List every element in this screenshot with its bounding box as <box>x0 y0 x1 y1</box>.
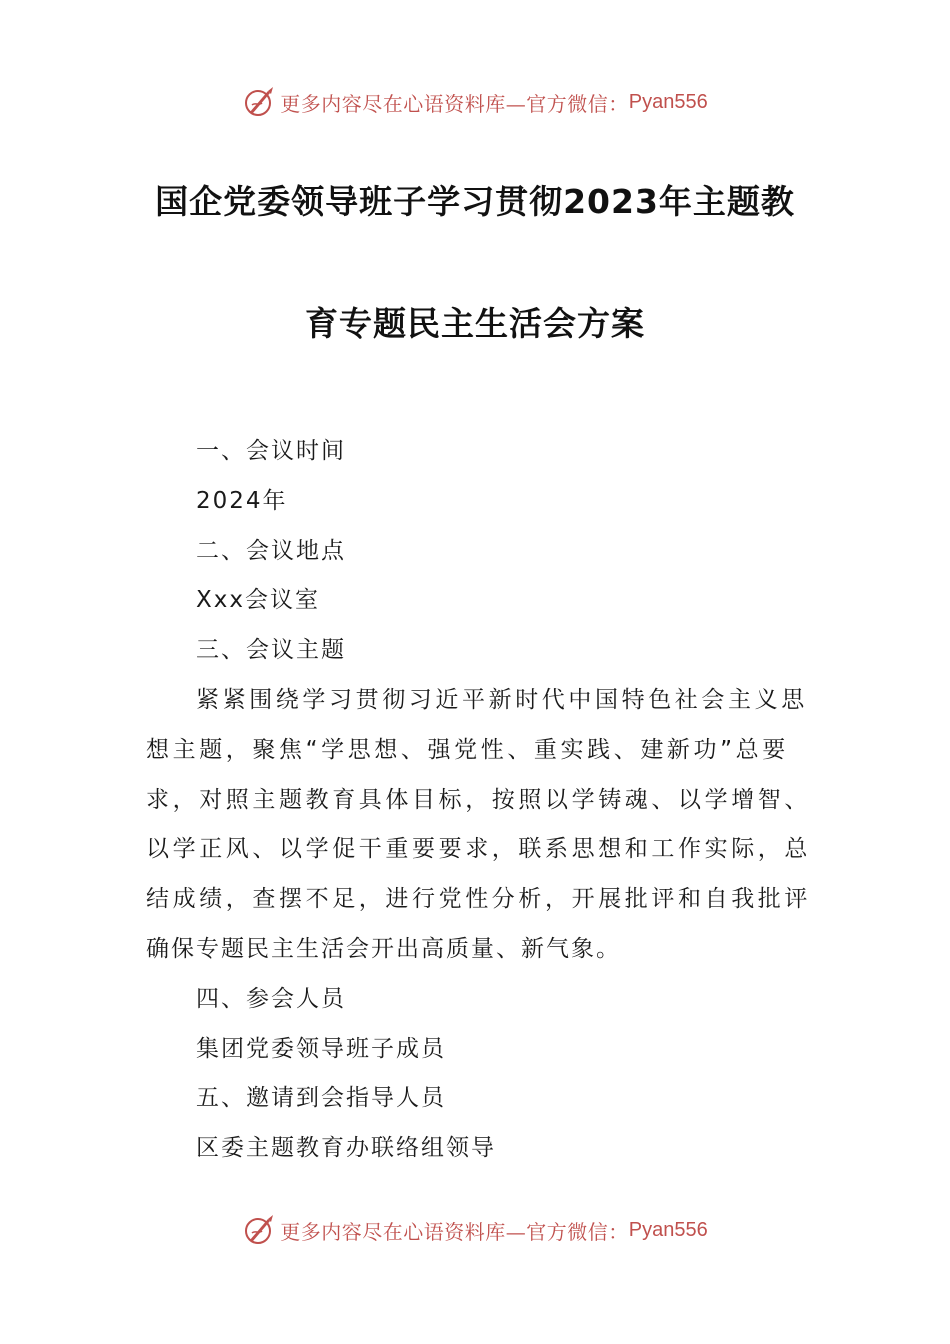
section-body-attendees: 集团党委领导班子成员 <box>196 1035 446 1062</box>
watermark-footer <box>0 1210 950 1250</box>
watermark-wechat-id: Pyan556 <box>628 90 708 113</box>
section-body-location: Xxx会议室 <box>196 587 320 614</box>
watermark-text: 更多内容尽在心语资料库—官方微信： <box>280 91 629 116</box>
document-title-line-2: 育专题民主生活会方案 <box>305 304 645 343</box>
section-heading-time: 一、会议时间 <box>196 438 346 464</box>
theme-paragraph-line: 紧紧围绕学习贯彻习近平新时代中国特色社会主义思 <box>196 686 808 713</box>
section-body-time: 2024年 <box>196 487 288 514</box>
section-heading-location: 二、会议地点 <box>196 537 346 564</box>
theme-paragraph-line: 想主题，聚焦“学思想、强党性、重实践、建新功”总要 <box>146 736 789 763</box>
watermark-header <box>0 82 950 122</box>
theme-paragraph-line: 确保专题民主生活会开出高质量、新气象。 <box>146 935 621 962</box>
section-heading-theme: 三、会议主题 <box>196 637 346 664</box>
theme-paragraph-line: 结成绩，查摆不足，进行党性分析，开展批评和自我批评 <box>146 886 811 913</box>
section-heading-guidance: 五、邀请到会指导人员 <box>196 1085 446 1112</box>
document-title-line-1: 国企党委领导班子学习贯彻2023年主题教 <box>155 182 795 221</box>
watermark-text: 更多内容尽在心语资料库—官方微信： <box>280 1219 629 1244</box>
document-body <box>146 427 811 1174</box>
section-body-guidance: 区委主题教育办联络组领导 <box>196 1135 496 1162</box>
section-heading-attendees: 四、参会人员 <box>196 985 346 1012</box>
theme-paragraph <box>146 676 811 975</box>
watermark-wechat-id: Pyan556 <box>628 1218 708 1241</box>
theme-paragraph-line: 求，对照主题教育具体目标，按照以学铸魂、以学增智、 <box>146 786 811 813</box>
theme-paragraph-line: 以学正风、以学促干重要要求，联系思想和工作实际，总 <box>146 836 811 863</box>
quill-logo-icon <box>242 85 276 119</box>
quill-logo-icon <box>242 1213 276 1247</box>
